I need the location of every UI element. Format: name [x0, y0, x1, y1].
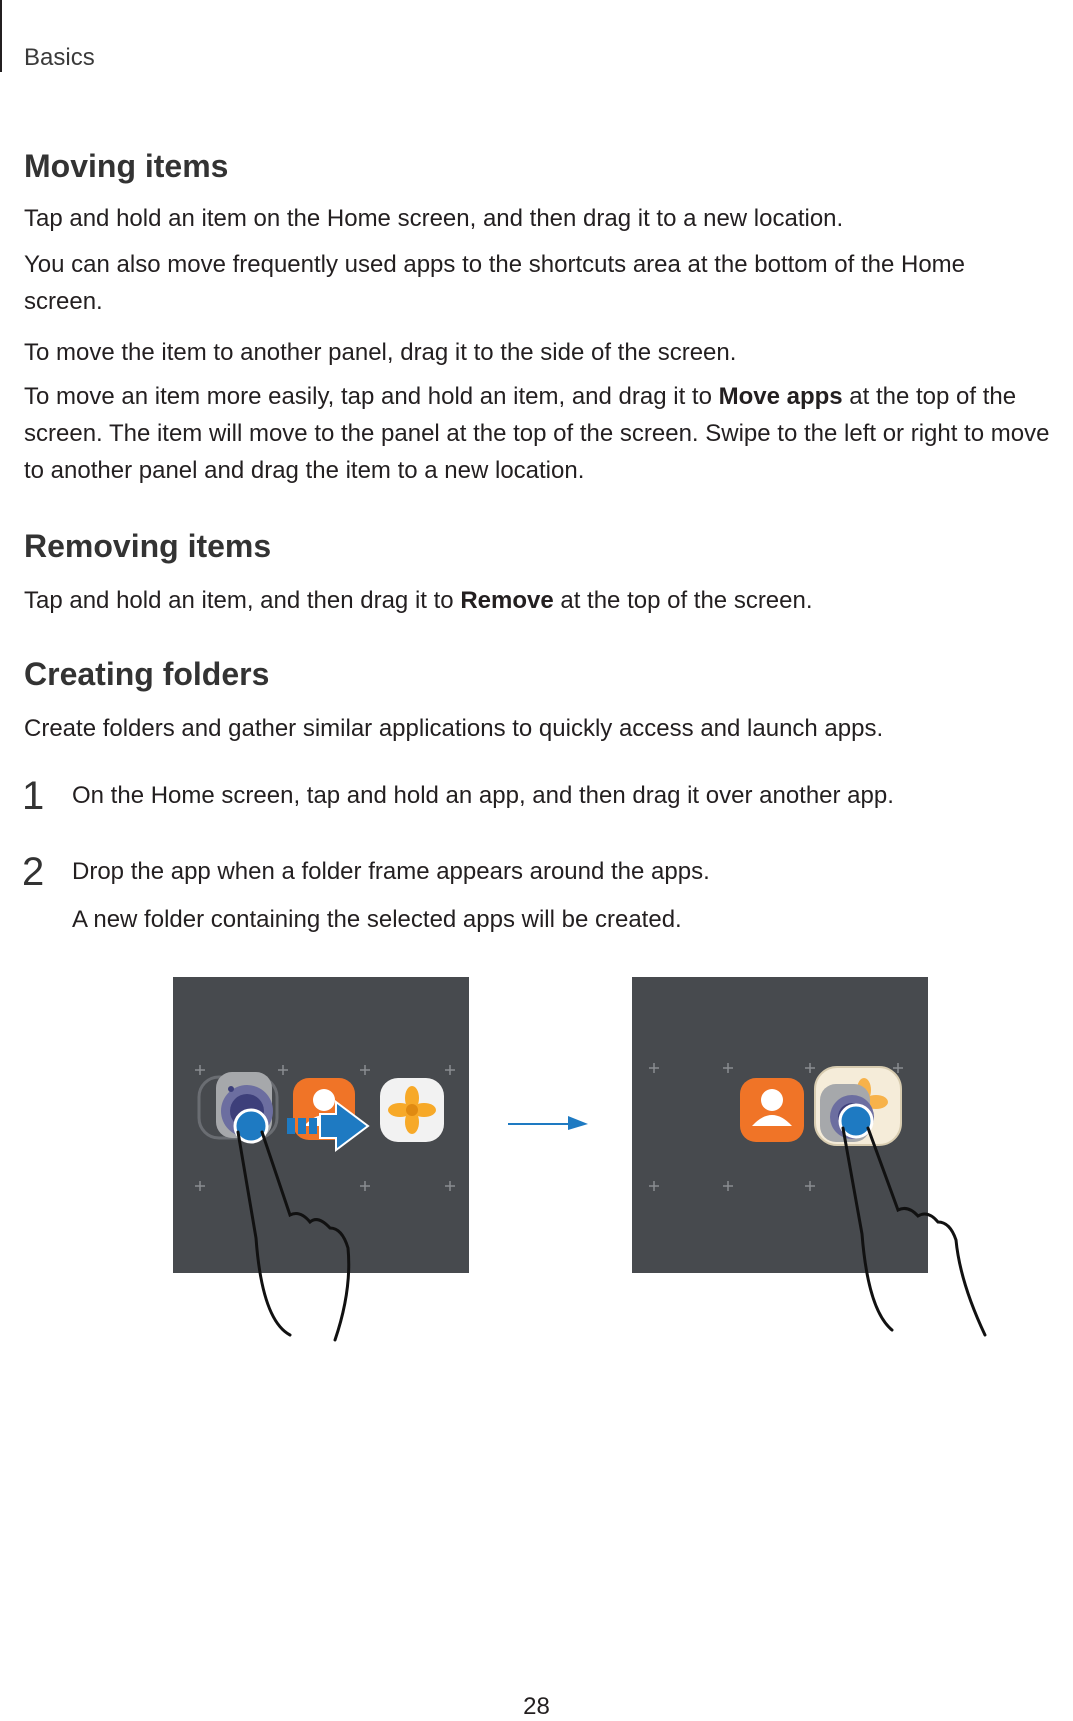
step-2-text: Drop the app when a folder frame appears around the apps. — [72, 858, 710, 885]
remove-label: Remove — [460, 587, 554, 614]
gallery-icon — [380, 1078, 444, 1142]
contacts-icon-after — [740, 1078, 804, 1142]
running-head: Basics — [24, 44, 95, 71]
step-1-number: 1 — [22, 774, 45, 818]
step-1-text: On the Home screen, tap and hold an app, and then drag it over another app. — [72, 782, 894, 809]
removing-p1: Tap and hold an item, and then drag it to Remove at the top of the screen. — [24, 587, 813, 614]
heading-creating-folders: Creating folders — [24, 656, 270, 692]
transition-arrow-icon — [508, 1116, 588, 1130]
move-apps-label: Move apps — [718, 383, 843, 410]
heading-removing-items: Removing items — [24, 528, 272, 564]
moving-p1: Tap and hold an item on the Home screen, and then drag it to a new location. — [24, 205, 844, 232]
page-number: 28 — [523, 1693, 550, 1720]
moving-p2: You can also move frequently used apps to the shortcuts area at the bottom of the Home screen. — [24, 251, 966, 315]
moving-p4: To move an item more easily, tap and hold an item, and drag it to Move apps at the top of the screen. The item will move to the panel at the top of the screen. Swipe to the left or right to move to another panel and drag the item to a new location. — [24, 383, 1050, 484]
step-2-number: 2 — [22, 850, 45, 894]
moving-p3: To move the item to another panel, drag it to the side of the screen. — [24, 339, 737, 366]
heading-moving-items: Moving items — [24, 148, 229, 184]
folders-intro: Create folders and gather similar applications to quickly access and launch apps. — [24, 715, 884, 742]
finger-left-icon — [235, 1110, 349, 1340]
step-2-result: A new folder containing the selected apps will be created. — [72, 906, 682, 933]
